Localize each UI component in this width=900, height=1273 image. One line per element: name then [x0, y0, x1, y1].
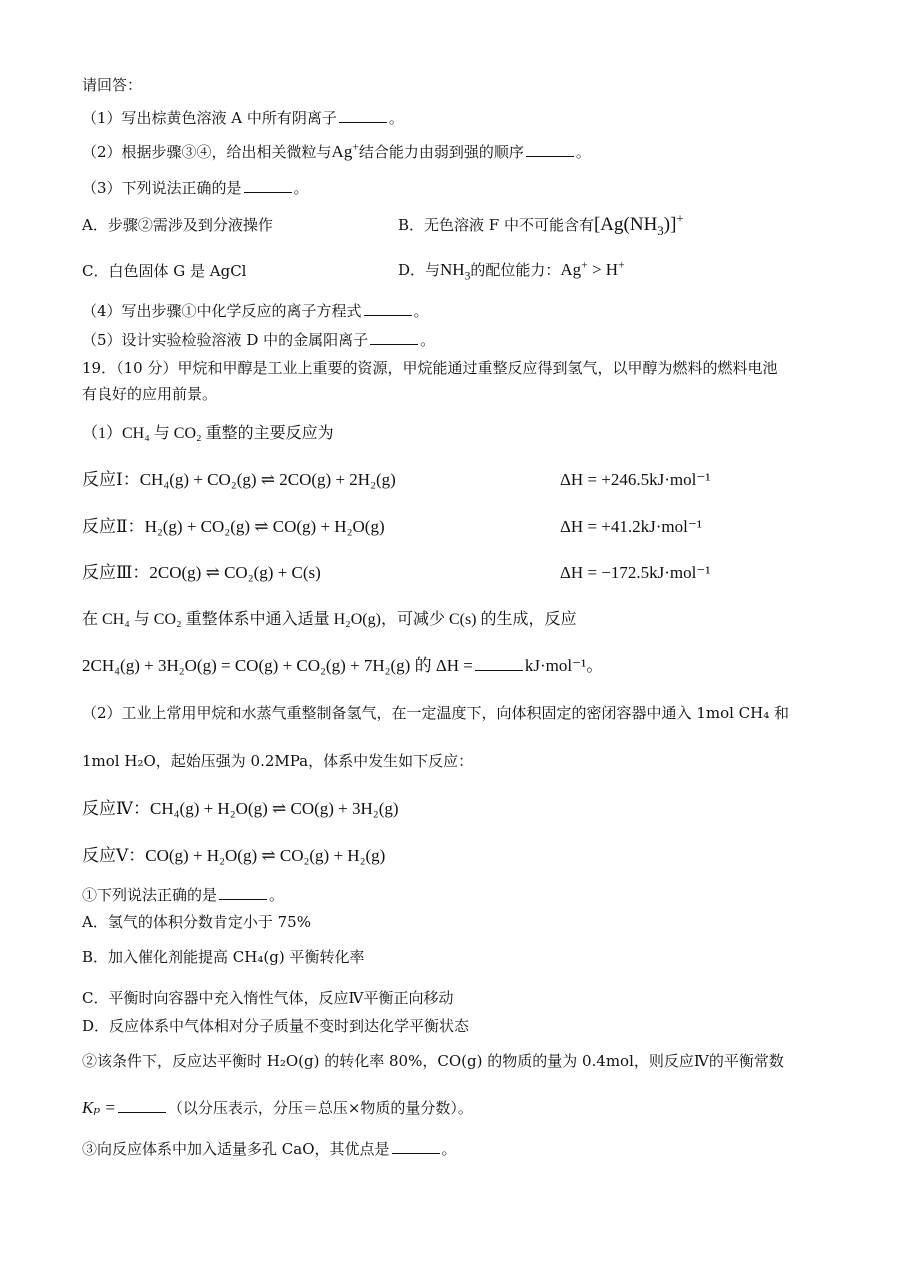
- reaction-3-enthalpy: ΔH = −172.5kJ·mol⁻¹: [560, 563, 711, 582]
- reaction-4: 反应Ⅳ：CH₄(g) + H₂O(g) ⇌ CO(g) + 3H₂(g): [82, 799, 399, 818]
- q19-option-c: C．平衡时向容器中充入惰性气体，反应Ⅳ平衡正向移动: [82, 989, 454, 1007]
- q18-part3: （3）下列说法正确的是 。: [82, 179, 309, 197]
- q19-sub2-kp: Kₚ = （以分压表示，分压＝总压×物质的量分数）。: [82, 1098, 473, 1117]
- q19-option-d: D．反应体系中气体相对分子质量不变时到达化学平衡状态: [82, 1017, 470, 1035]
- answer-blank[interactable]: [244, 178, 292, 193]
- q19-section1-equation: 2CH₄(g) + 3H₂O(g) = CO(g) + CO₂(g) + 7H₂(g) 的 ΔH = kJ·mol⁻¹。: [82, 656, 604, 675]
- q18-option-b: B．无色溶液 F 中不可能含有$[Ag(NH_3)]^+$: [398, 210, 684, 238]
- q18-option-a: A．步骤②需涉及到分液操作: [82, 216, 273, 234]
- q19-heading: 19．（10 分）甲烷和甲醇是工业上重要的资源，甲烷能通过重整反应得到氢气，以甲醇为燃料的燃料电池: [82, 359, 778, 377]
- answer-blank[interactable]: [364, 301, 412, 316]
- reaction-2: 反应Ⅱ：H₂(g) + CO₂(g) ⇌ CO(g) + H₂O(g): [82, 517, 385, 536]
- reaction-5: 反应Ⅴ：CO(g) + H₂O(g) ⇌ CO₂(g) + H₂(g): [82, 846, 386, 865]
- q19-section2-line2: 1mol H₂O，起始压强为 0.2MPa，体系中发生如下反应：: [82, 752, 474, 770]
- q19-heading-cont: 有良好的应用前景。: [82, 385, 218, 403]
- answer-blank[interactable]: [475, 656, 523, 671]
- q19-sub2: ②该条件下，反应达平衡时 H₂O(g) 的转化率 80%，CO(g) 的物质的量为 0.4mol，则反应Ⅳ的平衡常数: [82, 1052, 784, 1070]
- q19-option-a: A．氢气的体积分数肯定小于 75%: [82, 913, 311, 931]
- answer-blank[interactable]: [118, 1098, 166, 1113]
- reaction-1-enthalpy: ΔH = +246.5kJ·mol⁻¹: [560, 470, 711, 489]
- q19-section1-text: 在 CH₄ 与 CO₂ 重整体系中通入适量 H₂O(g)，可减少 C(s) 的生成，反应: [82, 611, 577, 628]
- q18-part2: （2）根据步骤③④，给出相关微粒与Ag+结合能力由弱到强的顺序 。: [82, 140, 591, 161]
- q19-option-b: B．加入催化剂能提高 CH₄(g) 平衡转化率: [82, 948, 365, 966]
- q19-sub1: ①下列说法正确的是 。: [82, 886, 285, 904]
- reaction-1: 反应Ⅰ：CH₄(g) + CO₂(g) ⇌ 2CO(g) + 2H₂(g): [82, 470, 396, 489]
- answer-blank[interactable]: [219, 885, 267, 900]
- intro-text: 请回答：: [82, 76, 143, 94]
- q18-option-c: C．白色固体 G 是 AgCl: [82, 262, 247, 280]
- q19-sub3: ③向反应体系中加入适量多孔 CaO，其优点是 。: [82, 1140, 457, 1158]
- answer-blank[interactable]: [339, 108, 387, 123]
- q18-part4: （4）写出步骤①中化学反应的离子方程式 。: [82, 302, 429, 320]
- reaction-3: 反应Ⅲ：2CO(g) ⇌ CO₂(g) + C(s): [82, 563, 321, 582]
- answer-blank[interactable]: [526, 142, 574, 157]
- q19-section2-line1: （2）工业上常用甲烷和水蒸气重整制备氢气，在一定温度下，向体积固定的密闭容器中通入 1mol CH₄ 和: [82, 704, 790, 722]
- q19-section1: （1）CH₄ 与 CO₂ 重整的主要反应为: [82, 425, 334, 442]
- answer-blank[interactable]: [392, 1139, 440, 1154]
- q18-option-d: D．与$NH_3$的配位能力：Ag+ > H+: [398, 258, 625, 283]
- answer-blank[interactable]: [370, 330, 418, 345]
- q18-part5: （5）设计实验检验溶液 D 中的金属阳离子 。: [82, 331, 436, 349]
- q18-part1: （1）写出棕黄色溶液 A 中所有阴离子 。: [82, 109, 404, 127]
- reaction-2-enthalpy: ΔH = +41.2kJ·mol⁻¹: [560, 517, 702, 536]
